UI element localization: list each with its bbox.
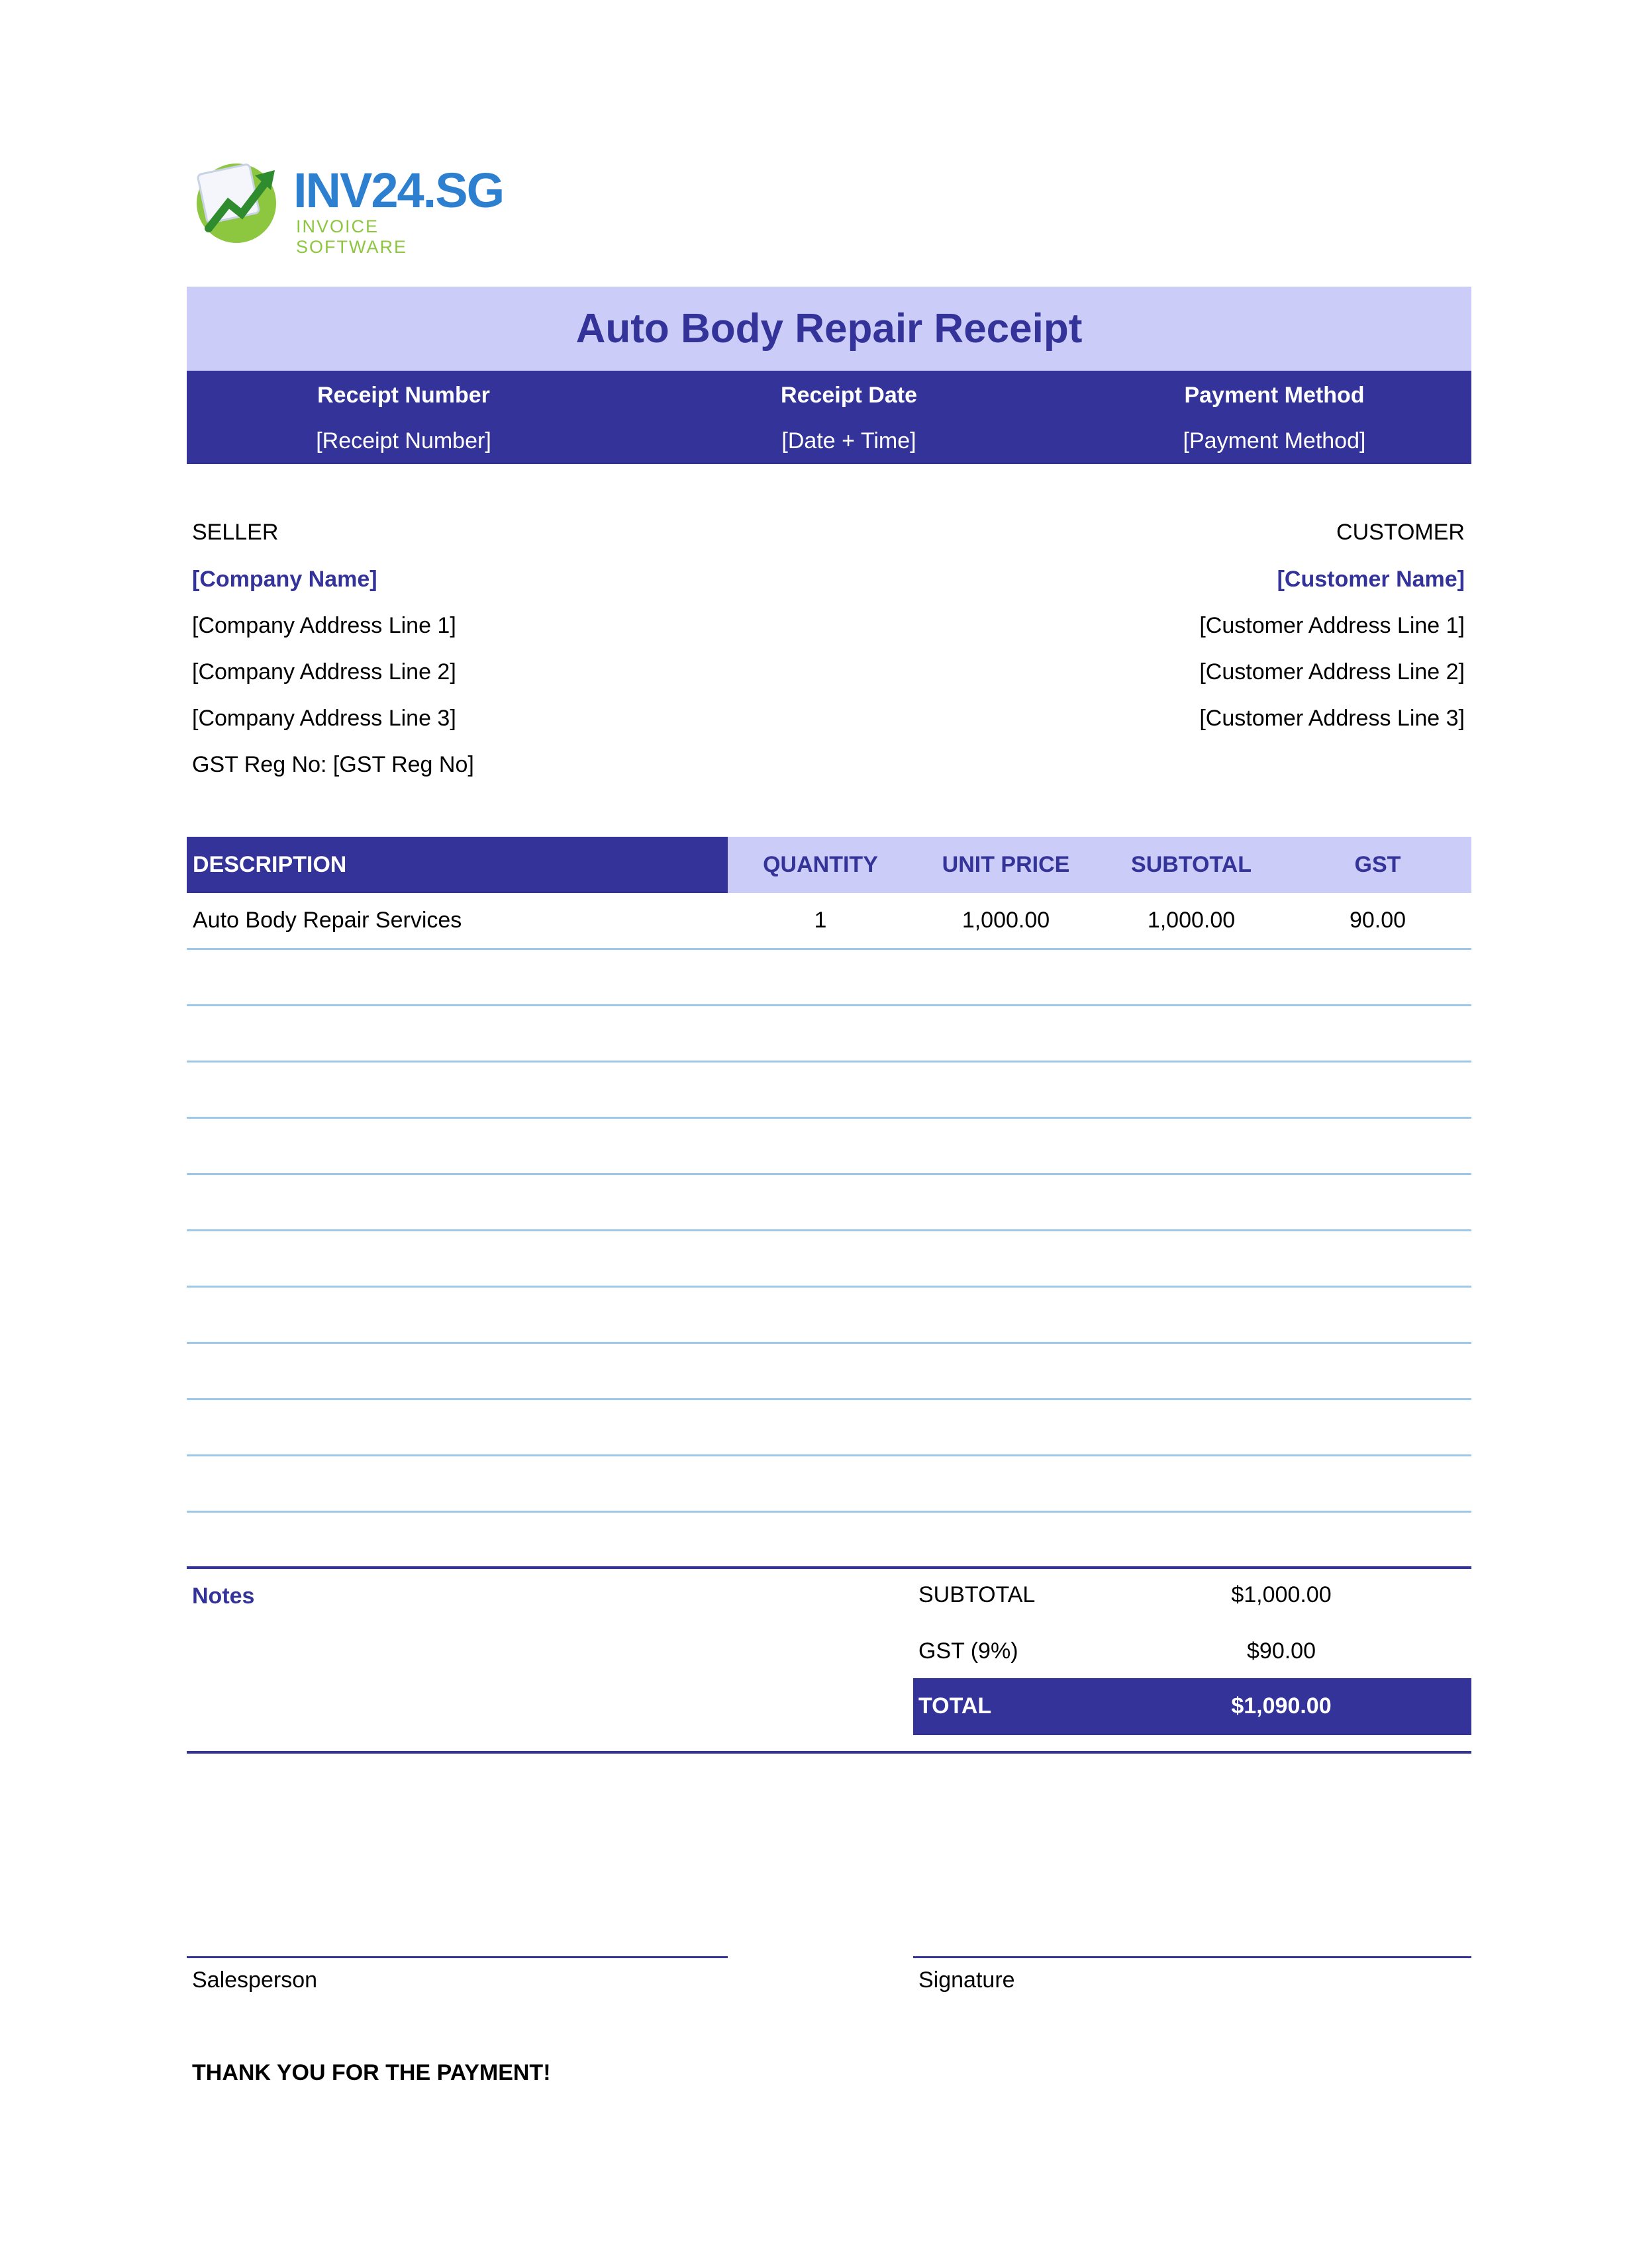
salesperson-signature-line [187, 1956, 728, 1958]
logo-brand-text: INV24.SG [293, 163, 504, 218]
receipt-number-label: Receipt Number [317, 383, 490, 408]
table-row-line [187, 1004, 1471, 1006]
receipt-number-field [187, 371, 620, 464]
receipt-date-label: Receipt Date [781, 383, 917, 408]
receipt-info-band [187, 371, 1471, 464]
summary-subtotal-value: $1,000.00 [1231, 1582, 1332, 1607]
table-row [187, 893, 1471, 949]
total-band [913, 1678, 1471, 1735]
item-quantity: 1 [814, 908, 827, 933]
table-row-line [187, 948, 1471, 950]
summary-subtotal-label: SUBTOTAL [918, 1582, 1036, 1607]
customer-address-line: [Customer Address Line 2] [1199, 659, 1465, 685]
signature-line [913, 1956, 1471, 1958]
receipt-date-value: [Date + Time] [781, 428, 916, 453]
column-header-gst: GST [1354, 852, 1401, 877]
items-table-header [187, 837, 1471, 893]
summary-total-label: TOTAL [918, 1693, 992, 1719]
table-bottom-rule [187, 1566, 1471, 1569]
receipt-title-band [187, 287, 1471, 371]
summary-gst-label: GST (9%) [918, 1638, 1018, 1664]
table-row-line [187, 1173, 1471, 1175]
item-unit-price: 1,000.00 [961, 908, 1050, 933]
item-gst: 90.00 [1349, 908, 1406, 933]
column-header-unit-price: UNIT PRICE [942, 852, 1070, 877]
table-row-line [187, 1286, 1471, 1288]
summary-gst-value: $90.00 [1247, 1638, 1316, 1664]
company-logo [189, 156, 504, 257]
receipt-date-field [620, 371, 1077, 464]
column-header-quantity: QUANTITY [763, 852, 878, 877]
customer-heading: CUSTOMER [1336, 520, 1465, 545]
logo-mark-icon [189, 156, 288, 248]
seller-company-name: [Company Name] [192, 567, 377, 592]
item-description: Auto Body Repair Services [193, 908, 462, 933]
seller-gst-reg: GST Reg No: [GST Reg No] [192, 752, 474, 777]
summary-total-value: $1,090.00 [1231, 1693, 1332, 1719]
receipt-number-value: [Receipt Number] [316, 428, 491, 453]
customer-name: [Customer Name] [1277, 567, 1465, 592]
table-row-line [187, 1511, 1471, 1513]
seller-address-line: [Company Address Line 3] [192, 706, 456, 731]
column-header-group [728, 837, 1471, 893]
table-row-line [187, 1454, 1471, 1456]
customer-address-line: [Customer Address Line 1] [1199, 613, 1465, 638]
column-header-subtotal: SUBTOTAL [1131, 852, 1252, 877]
page-title: Auto Body Repair Receipt [575, 306, 1083, 352]
column-header-description: DESCRIPTION [187, 837, 728, 893]
payment-method-field [1077, 371, 1471, 464]
seller-address-line: [Company Address Line 1] [192, 613, 456, 638]
table-row-line [187, 1398, 1471, 1400]
thank-you-note: THANK YOU FOR THE PAYMENT! [192, 2060, 551, 2085]
item-subtotal: 1,000.00 [1147, 908, 1236, 933]
table-row-line [187, 1229, 1471, 1231]
summary-bottom-rule [187, 1751, 1471, 1754]
salesperson-label: Salesperson [192, 1967, 318, 1993]
payment-method-value: [Payment Method] [1183, 428, 1366, 453]
customer-address-line: [Customer Address Line 3] [1199, 706, 1465, 731]
seller-address-line: [Company Address Line 2] [192, 659, 456, 685]
payment-method-label: Payment Method [1184, 383, 1365, 408]
signature-label: Signature [918, 1967, 1015, 1993]
table-row-line [187, 1342, 1471, 1344]
notes-label: Notes [192, 1583, 255, 1609]
seller-heading: SELLER [192, 520, 279, 545]
table-row-line [187, 1117, 1471, 1119]
table-row-line [187, 1061, 1471, 1063]
logo-tagline: INVOICE SOFTWARE [296, 216, 407, 257]
